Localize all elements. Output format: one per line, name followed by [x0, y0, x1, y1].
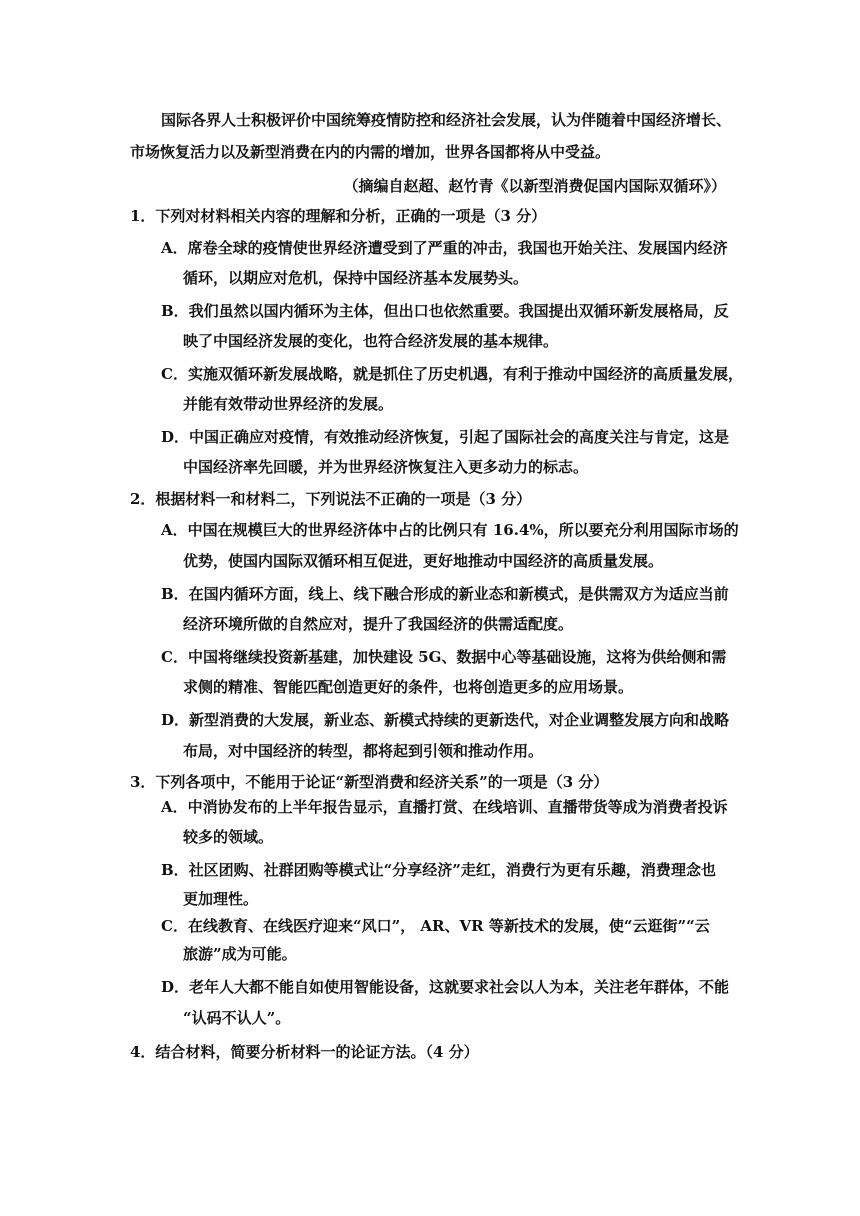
q3-option-c-line1: C．在线教育、在线医疗迎来“风口”， AR、VR 等新技术的发展，使“云逛街”“云 — [161, 917, 710, 935]
question-4-stem: 4．结合材料，简要分析材料一的论证方法。（4 分） — [130, 1043, 479, 1061]
q3-option-d-line2: “认码不认人”。 — [183, 1009, 291, 1027]
q2-option-d-line2: 布局，对中国经济的转型，都将起到引领和推动作用。 — [183, 742, 544, 760]
q1-option-c-line1: C．实施双循环新发展战略，就是抓住了历史机遇，有利于推动中国经济的高质量发展， — [161, 365, 743, 383]
q2-option-c-line2: 求侧的精准、智能匹配创造更好的条件，也将创造更多的应用场景。 — [183, 678, 634, 696]
q1-option-b-line2: 映了中国经济发展的变化，也符合经济发展的基本规律。 — [183, 332, 559, 350]
q2-option-c-line1: C．中国将继续投资新基建，加快建设 5G、数据中心等基础设施，这将为供给侧和需 — [161, 648, 727, 666]
question-1-stem: 1．下列对材料相关内容的理解和分析，正确的一项是（3 分） — [130, 207, 547, 225]
q3-option-b-line1: B．社区团购、社群团购等模式让“分享经济”走红，消费行为更有乐趣，消费理念也 — [161, 861, 716, 879]
q1-option-d-line1: D．中国正确应对疫情，有效推动经济恢复，引起了国际社会的高度关注与肯定，这是 — [161, 428, 730, 446]
passage-line-2: 市场恢复活力以及新型消费在内的内需的增加，世界各国都将从中受益。 — [130, 143, 611, 161]
question-2-stem: 2．根据材料一和材料二，下列说法不正确的一项是（3 分） — [130, 490, 532, 508]
q2-option-b-line2: 经济环境所做的自然应对，提升了我国经济的供需适配度。 — [183, 615, 574, 633]
q3-option-c-line2: 旅游”成为可能。 — [183, 945, 297, 963]
q1-option-c-line2: 并能有效带动世界经济的发展。 — [183, 395, 394, 413]
passage-line-1: 国际各界人士积极评价中国统筹疫情防控和经济社会发展，认为伴随着中国经济增长、 — [161, 111, 732, 129]
question-3-stem: 3．下列各项中，不能用于论证“新型消费和经济关系”的一项是（3 分） — [130, 773, 609, 791]
q1-option-a-line2: 循环，以期应对危机，保持中国经济基本发展势头。 — [183, 269, 529, 287]
q1-option-d-line2: 中国经济率先回暖，并为世界经济恢复注入更多动力的标志。 — [183, 458, 589, 476]
q3-option-b-line2: 更加理性。 — [183, 890, 259, 908]
q2-option-b-line1: B．在国内循环方面，线上、线下融合形成的新业态和新模式，是供需双方为适应当前 — [161, 585, 729, 603]
q2-option-d-line1: D．新型消费的大发展，新业态、新模式持续的更新迭代，对企业调整发展方向和战略 — [161, 711, 730, 729]
passage-source: （摘编自赵超、赵竹青《以新型消费促国内国际双循环》） — [343, 177, 726, 195]
q1-option-a-line1: A．席卷全球的疫情使世界经济遭受到了严重的冲击，我国也开始关注、发展国内经济 — [161, 239, 728, 257]
q2-option-a-line2: 优势，使国内国际双循环相互促进，更好地推动中国经济的高质量发展。 — [183, 552, 664, 570]
q2-option-a-line1: A．中国在规模巨大的世界经济体中占的比例只有 16.4%，所以要充分利用国际市场的 — [161, 521, 739, 539]
q3-option-d-line1: D．老年人大都不能自如使用智能设备，这就要求社会以人为本，关注老年群体，不能 — [161, 978, 730, 996]
q3-option-a-line1: A．中消协发布的上半年报告显示，直播打赏、在线培训、直播带货等成为消费者投诉 — [161, 798, 728, 816]
q3-option-a-line2: 较多的领域。 — [183, 828, 274, 846]
q1-option-b-line1: B．我们虽然以国内循环为主体，但出口也依然重要。我国提出双循环新发展格局，反 — [161, 302, 729, 320]
